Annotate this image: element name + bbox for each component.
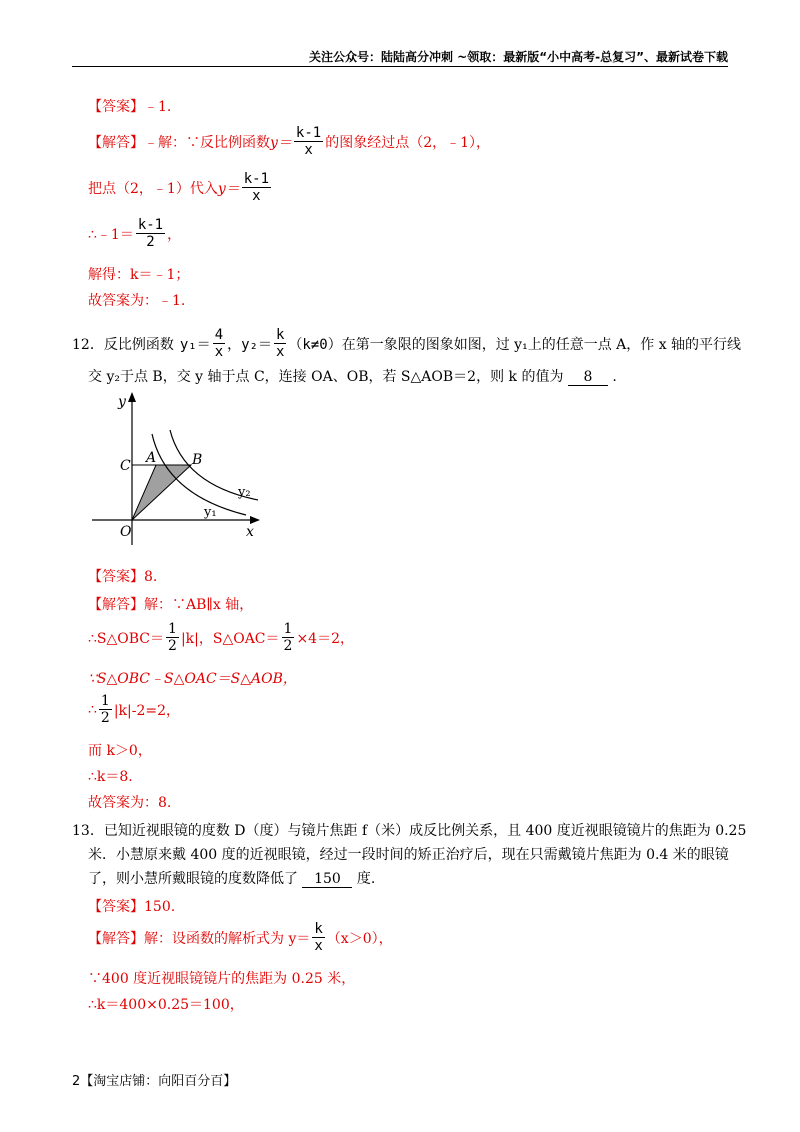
y-equals: y＝ [270, 134, 292, 151]
question-number: 13． [72, 823, 104, 839]
shaded-triangle-aob [132, 465, 191, 520]
solution-tag: 【解答】 [88, 134, 144, 151]
q11-solution-line3 [88, 218, 181, 249]
solution-text: 的图象经过点（2，﹣1）， [325, 134, 491, 151]
label-y2: y₂ [238, 485, 251, 500]
q12-solution-line7: 故答案为：8. [88, 795, 172, 811]
stem-text: 度. [356, 871, 376, 887]
label-x: x [246, 524, 254, 540]
solution-text: 解：∵AB∥x 轴， [144, 597, 254, 613]
solution-text: ∴﹣1＝ [88, 226, 134, 243]
fraction-k-1-over-x: $\frac{k-1}{x}$ [243, 171, 270, 204]
q12-answer [88, 566, 157, 586]
stem-text: 在第一象限的图象如图，过 y₁上的任意一点 A，作 x 轴的平行线 [341, 336, 742, 353]
q13-stem-line3 [88, 868, 375, 888]
q12-figure [86, 390, 276, 550]
fraction-k-over-x: $\frac{k}{x}$ [275, 327, 285, 360]
page-header: 关注公众号：陆陆高分冲刺 ~领取：最新版“小中高考-总复习”、最新试卷下载 [309, 50, 728, 64]
solution-text: ∴ [88, 701, 97, 718]
solution-text: |k|，S△OAC＝ [180, 630, 280, 647]
q12-solution-line4 [88, 694, 180, 725]
fraction-k-1-over-2: $\frac{k-1}{2}$ [137, 217, 164, 250]
solution-text: 把点（2，﹣1）代入 [88, 180, 218, 197]
solution-tag: 【解答】 [88, 597, 144, 613]
label-a: A [146, 450, 157, 466]
q12-stem-line1 [72, 328, 741, 359]
answer-tag: 【答案】 [88, 569, 144, 585]
condition: （k≠0） [288, 336, 342, 353]
label-y1: y₁ [204, 505, 217, 520]
answer-value: 8. [144, 569, 158, 585]
question-number: 12． [72, 336, 104, 353]
q11-solution-line2 [88, 172, 273, 203]
fraction-k-1-over-x: $\frac{k-1}{x}$ [295, 125, 322, 158]
answer-value: ﹣1. [144, 99, 172, 115]
label-o: O [120, 524, 132, 540]
header-rule [72, 66, 728, 67]
q11-solution-line4: 解得：k＝﹣1； [88, 267, 190, 283]
stem-text: 已知近视眼镜的度数 D（度）与镜片焦距 f（米）成反比例关系，且 400 度近视眼镜镜片的焦距为 0.25 [103, 823, 747, 839]
q11-answer [88, 96, 171, 116]
solution-text: ﹣解：∵反比例函数 [144, 134, 270, 151]
fraction-one-half: $\frac{1}{2}$ [283, 621, 293, 654]
fraction-4-over-x: $\frac{4}{x}$ [214, 327, 224, 360]
stem-text: 交 y₂于点 B，交 y 轴于点 C，连接 OA、OB，若 S△AOB＝2，则 k 的值为 [88, 369, 564, 385]
y-equals: y＝ [217, 180, 240, 197]
label-b: B [192, 452, 203, 468]
solution-text: |k|-2=2， [113, 702, 181, 719]
label-c: C [120, 458, 131, 474]
fraction-k-over-x: $\frac{k}{x}$ [314, 921, 323, 954]
q12-solution-line3: ∵S△OBC﹣S△OAC＝S△AOB， [88, 671, 297, 687]
period: . [612, 369, 617, 385]
y-axis-arrow [128, 392, 136, 402]
fraction-one-half: $\frac{1}{2}$ [100, 693, 110, 726]
answer-blank: 8 [568, 369, 608, 386]
q12-solution-line5: 而 k＞0， [88, 743, 152, 759]
q12-solution-line1 [88, 594, 253, 614]
y2-label: y₂＝ [241, 336, 272, 353]
stem-text: 了，则小慧所戴眼镜的度数降低了 [88, 871, 298, 887]
q13-answer [88, 896, 175, 916]
q13-stem-line1 [72, 820, 746, 840]
page-footer: 2【淘宝店铺：向阳百分百】 [72, 1074, 237, 1089]
solution-text: 解：设函数的解析式为 y＝ [144, 930, 311, 947]
q13-stem-line2: 米．小慧原来戴 400 度的近视眼镜，经过一段时间的矫正治疗后，现在只需戴镜片焦距为 0.4 米的眼镜 [88, 847, 729, 863]
q13-solution-line2: ∵400 度近视眼镜镜片的焦距为 0.25 米， [88, 971, 356, 987]
fraction-one-half: $\frac{1}{2}$ [168, 621, 177, 654]
solution-text: ∴S△OBC＝ [88, 630, 165, 647]
answer-value: 150. [144, 899, 176, 915]
q12-stem-line2 [88, 366, 617, 386]
stem-text: 反比例函数 [103, 336, 174, 353]
answer-tag: 【答案】 [88, 99, 144, 115]
solution-text: ， [167, 226, 182, 243]
q13-solution-line3: ∴k＝400×0.25＝100， [88, 997, 244, 1013]
solution-tag: 【解答】 [88, 930, 144, 947]
answer-tag: 【答案】 [88, 899, 144, 915]
comma: ， [227, 336, 242, 353]
y1-label: y₁＝ [179, 336, 211, 353]
q13-solution-line1 [88, 922, 393, 953]
q12-solution-line2 [88, 622, 354, 653]
q11-solution-line1 [88, 126, 490, 157]
label-y: y [118, 394, 126, 410]
solution-text: （x＞0）， [326, 930, 393, 947]
q11-solution-line5: 故答案为：﹣1. [88, 293, 186, 309]
x-axis-arrow [250, 516, 260, 524]
answer-blank: 150 [302, 871, 352, 888]
solution-text: ×4＝2， [296, 630, 354, 647]
q12-solution-line6: ∴k＝8. [88, 769, 133, 785]
